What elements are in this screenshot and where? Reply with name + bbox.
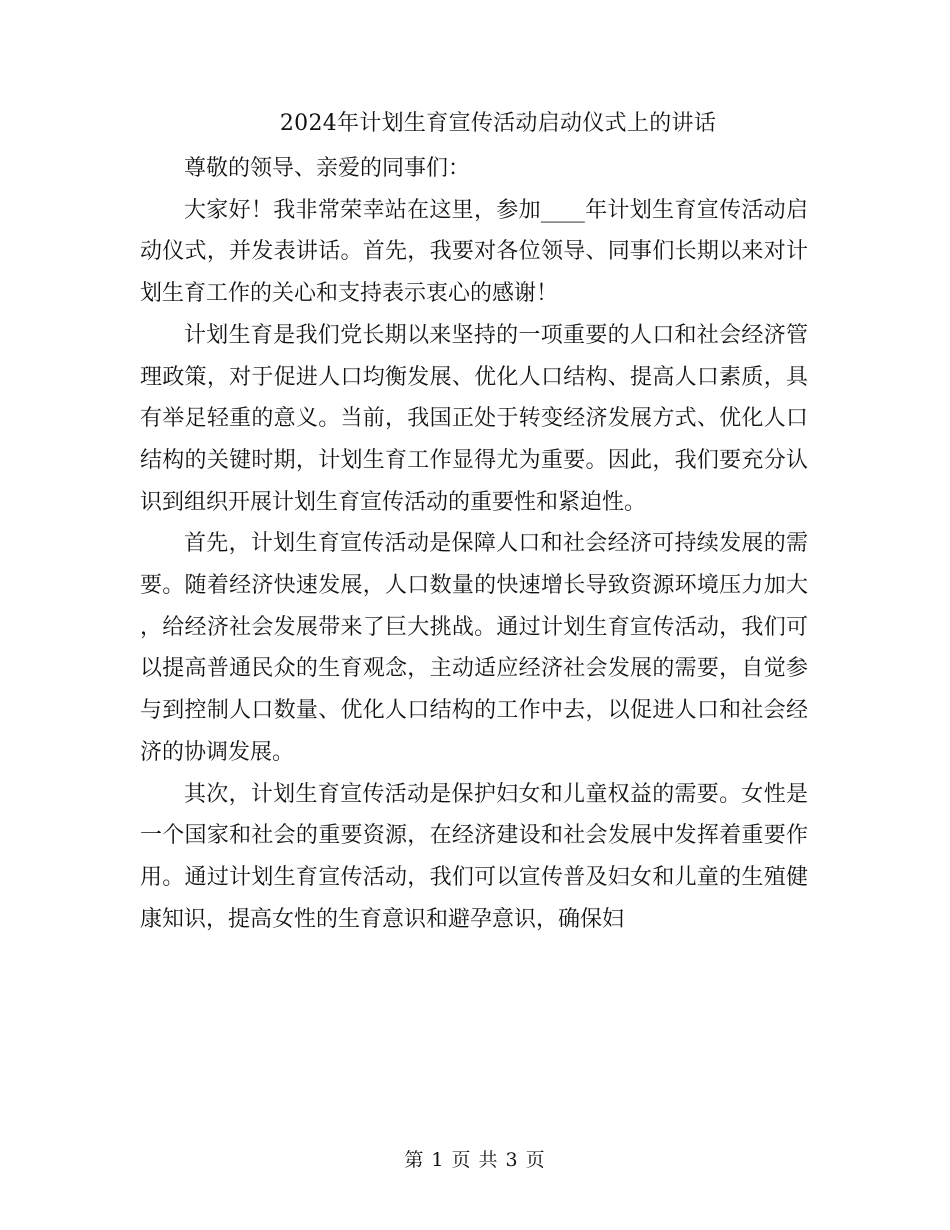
body-paragraph: 计划生育是我们党长期以来坚持的一项重要的人口和社会经济管理政策，对于促进人口均衡发展、优化人口结构、提高人口素质，具有举足轻重的意义。当前，我国正处于转变经济发展方式、优化人口结构的关键时期，计划生育工作显得尤为重要。因此，我们要充分认识到组织开展计划生育宣传活动的重要性和紧迫性。 (140, 322, 808, 515)
document-body (140, 148, 808, 940)
salutation-paragraph: 尊敬的领导、亲爱的同事们： (184, 156, 471, 181)
body-paragraph: 首先，计划生育宣传活动是保障人口和社会经济可持续发展的需要。随着经济快速发展，人口数量的快速增长导致资源环境压力加大，给经济社会发展带来了巨大挑战。通过计划生育宣传活动，我们可以提高普通民众的生育观念，主动适应经济社会发展的需要，自觉参与到控制人口数量、优化人口结构的工作中去，以促进人口和社会经济的协调发展。 (140, 531, 808, 765)
body-paragraph: 其次，计划生育宣传活动是保护妇女和儿童权益的需要。女性是一个国家和社会的重要资源，在经济建设和社会发展中发挥着重要作用。通过计划生育宣传活动，我们可以宣传普及妇女和儿童的生殖健康知识，提高女性的生育意识和避孕意识，确保妇 (140, 781, 808, 932)
document-title: 2024年计划生育宣传活动启动仪式上的讲话 (279, 111, 717, 136)
page-number-footer: 第 1 页 共 3 页 (404, 1149, 546, 1171)
body-paragraph: 大家好！我非常荣幸站在这里，参加____年计划生育宣传活动启动仪式，并发表讲话。首先，我要对各位领导、同事们长期以来对计划生育工作的关心和支持表示衷心的感谢！ (140, 197, 808, 307)
